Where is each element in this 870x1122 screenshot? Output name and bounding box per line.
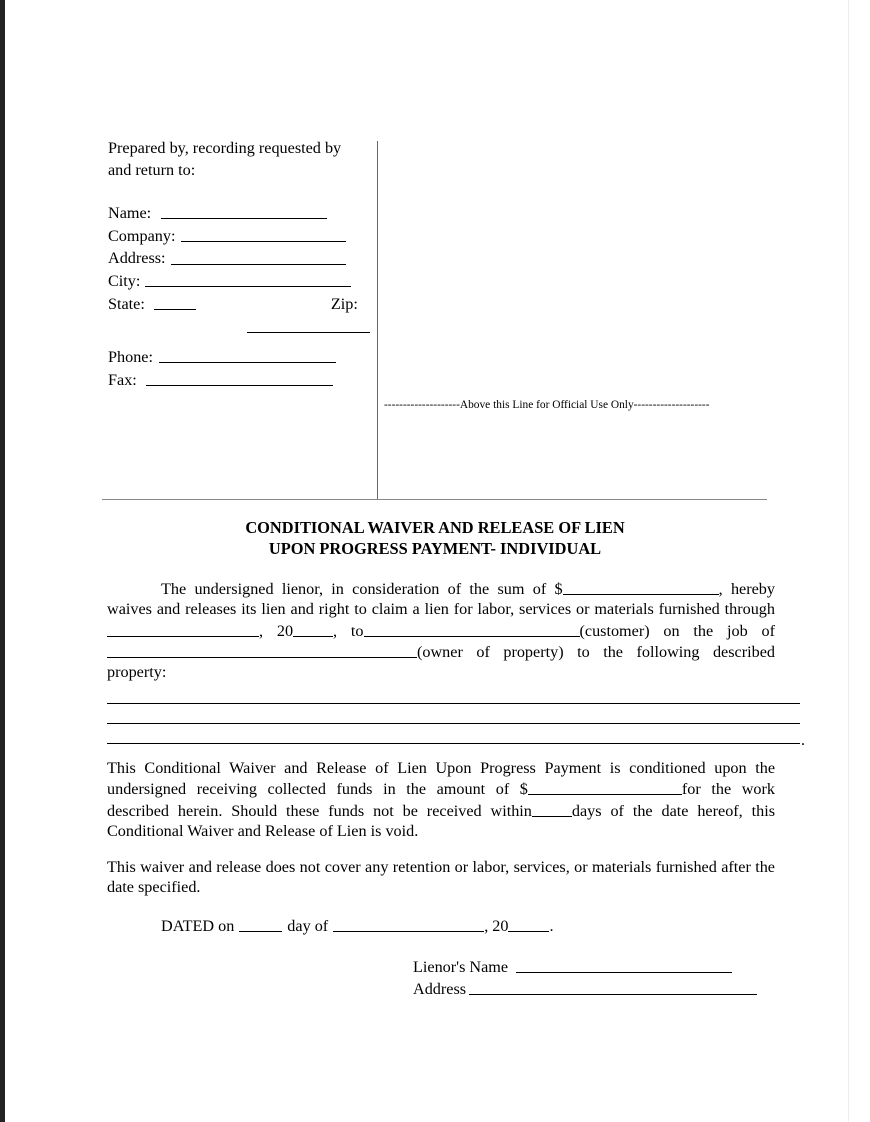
page-title — [97, 518, 773, 559]
property-lines-terminator: . — [801, 731, 806, 749]
field-row-address — [108, 247, 370, 270]
paragraph-3 — [107, 857, 775, 897]
return-to-intro — [108, 138, 370, 181]
return-to-intro-line-1: Prepared by, recording requested by — [108, 139, 342, 157]
field-row-state-zip — [108, 293, 370, 316]
paragraph-1-text — [107, 578, 775, 683]
field-label-company: Company: — [108, 226, 176, 245]
return-to-fields — [108, 138, 370, 392]
field-label-name: Name: — [108, 204, 152, 223]
property-line-2-rule — [107, 723, 800, 724]
p2-seg-2: for the work described herein. Should these funds not be received within — [107, 780, 775, 820]
field-row-city — [108, 270, 370, 293]
signature-blank-address[interactable] — [469, 978, 757, 995]
p1-blank-customer[interactable] — [364, 620, 580, 637]
field-blank-state[interactable] — [154, 293, 196, 310]
p2-blank-days[interactable] — [532, 800, 572, 817]
field-label-address: Address: — [108, 249, 166, 268]
p1-blank-owner[interactable] — [107, 641, 417, 658]
field-row-company — [108, 225, 370, 248]
signature-row-address — [413, 978, 783, 1000]
p1-seg-4: , to — [333, 621, 364, 640]
p1-blank-year[interactable] — [293, 620, 333, 637]
dated-seg-1: DATED on — [161, 917, 235, 936]
return-to-intro-line-2: and return to: — [108, 160, 196, 179]
recording-box-bottom-rule — [102, 499, 767, 500]
p2-seg-3: days of the date hereof, this Conditional Waiver and Release of Lien is void. — [107, 801, 775, 840]
p1-seg-5: (customer) on the job of — [579, 621, 775, 640]
property-line-3-rule — [107, 743, 800, 744]
dated-blank-year[interactable] — [508, 915, 549, 932]
field-blank-city[interactable] — [145, 270, 351, 287]
paragraph-2-text — [107, 758, 775, 841]
dated-line — [107, 915, 775, 936]
paragraph-1 — [107, 578, 775, 683]
p1-seg-1: The undersigned lienor, in consideration of the sum of $ — [161, 580, 563, 599]
signature-block — [413, 956, 783, 1000]
signature-label-address: Address — [413, 980, 467, 999]
paragraph-3-text: This waiver and release does not cover any retention or labor, services, or materials furnished after the date specified. — [107, 858, 775, 897]
dated-seg-4: . — [549, 917, 554, 936]
p1-blank-through-date[interactable] — [107, 620, 259, 637]
field-row-fax — [108, 369, 370, 392]
p2-seg-1: This Conditional Waiver and Release of Lien Upon Progress Payment is conditioned upon the undersigned receiving collected funds in the amount of $ — [107, 759, 775, 799]
field-label-state: State: — [108, 294, 145, 313]
field-blank-zip[interactable] — [247, 315, 370, 332]
p2-blank-amount[interactable] — [528, 778, 682, 795]
recording-header-box — [97, 138, 767, 500]
p1-blank-amount[interactable] — [563, 578, 719, 595]
property-line-3[interactable] — [107, 730, 806, 750]
dated-blank-day[interactable] — [239, 915, 282, 932]
page-title-line-1: CONDITIONAL WAIVER AND RELEASE OF LIEN — [245, 518, 625, 537]
p1-seg-2: , hereby waives and releases its lien and right to claim a lien for labor, services or materials furnished through — [107, 580, 775, 619]
signature-label-lienor-name: Lienor's Name — [413, 958, 509, 977]
property-line-1[interactable] — [107, 690, 802, 710]
field-blank-name[interactable] — [161, 202, 327, 219]
field-row-name — [108, 202, 370, 225]
field-blank-fax[interactable] — [146, 369, 333, 386]
field-label-fax: Fax: — [108, 371, 137, 389]
recording-box-vertical-divider — [377, 141, 378, 500]
paragraph-2 — [107, 758, 775, 841]
field-row-zip-blank — [108, 315, 370, 338]
official-use-only-note: --------------------Above this Line for Official Use Only-------------------- — [384, 399, 710, 411]
page-title-line-2: UPON PROGRESS PAYMENT- INDIVIDUAL — [268, 538, 602, 558]
property-line-2[interactable] — [107, 710, 802, 730]
field-label-city: City: — [108, 272, 141, 291]
field-blank-phone[interactable] — [159, 346, 336, 363]
field-label-zip: Zip: — [330, 294, 358, 313]
property-description-lines — [107, 690, 806, 750]
field-blank-address[interactable] — [171, 247, 346, 264]
p1-seg-3: , 20 — [259, 621, 294, 640]
page-right-scan-edge — [848, 0, 849, 1122]
dated-seg-3: , 20 — [484, 917, 509, 936]
field-blank-company[interactable] — [181, 225, 346, 242]
dated-blank-month[interactable] — [333, 915, 484, 932]
signature-blank-lienor-name[interactable] — [516, 956, 732, 973]
document-page — [5, 0, 848, 1122]
property-line-1-rule — [107, 703, 800, 704]
field-label-phone: Phone: — [108, 348, 153, 367]
signature-row-lienor-name — [413, 956, 783, 978]
p1-seg-6: (owner of property) to the following described property: — [107, 643, 775, 682]
field-row-phone — [108, 346, 370, 369]
dated-seg-2: day of — [287, 917, 329, 936]
